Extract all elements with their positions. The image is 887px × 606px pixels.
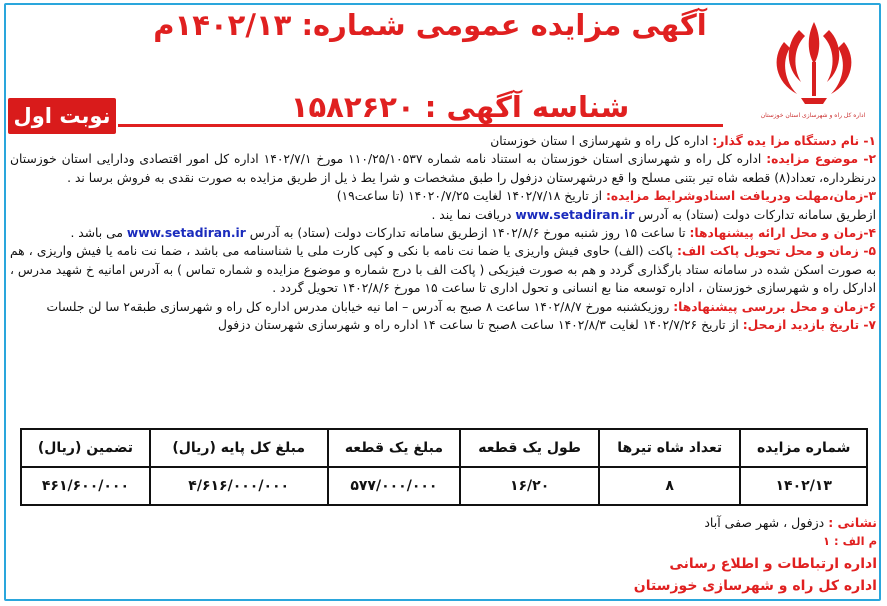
section-1-text: اداره کل راه و شهرسازی ا ستان خوزستان [490, 134, 713, 148]
section-4-label: ۴-زمان و محل ارائه پیشنهادها: [689, 226, 876, 241]
table-cell: ۴/۶۱۶/۰۰۰/۰۰۰ [150, 467, 328, 505]
section-1-label: ۱- نام دستگاه مزا یده گذار: [712, 134, 876, 148]
section-6-label: ۶-زمان و محل بررسی پیشنهادها: [673, 299, 876, 314]
table-header-cell: تعداد شاه تیرها [599, 429, 741, 467]
table-header-cell: مبلغ یک قطعه [328, 429, 461, 467]
address-label: نشانی : [828, 515, 877, 530]
logo-caption: اداره کل راه و شهرسازی استان خوزستان [760, 112, 866, 119]
address-text: دزفول ، شهر صفی آباد [704, 515, 829, 530]
section-4-text2: می باشد . [70, 226, 127, 241]
section-1 [10, 132, 876, 150]
section-3-text2b: دریافت نما یند . [431, 207, 516, 222]
section-2-label: ۲- موضوع مزایده: [766, 152, 877, 167]
signature-line-2: اداره کل راه و شهرسازی خوزستان [633, 578, 877, 594]
table-header-cell: شماره مزایده [740, 429, 867, 467]
section-3-text2a: ازطریق سامانه تدارکات دولت (ستاد) به آدرس [634, 207, 876, 222]
section-7 [10, 316, 876, 334]
section-2-text: اداره کل راه و شهرسازی استان خوزستان به استناد نامه شماره ۱۱۰/۲۵/۱۰۵۳۷ مورخ ۱۴۰۲/۷/۱ اداره کل امور اقتصادی ودارایی استان خوزستان درنظرداره، تعداد(۸) قطعه شاه تیر بتنی مسلح وا قع درشهرستان دزفول را طبق مشخصات و شرا یط ذ یل از طریق مزایده به صورت نقدی به فروش برسا ند . [10, 152, 876, 185]
section-6 [10, 298, 876, 316]
table-header-cell: طول یک قطعه [460, 429, 599, 467]
table-cell: ۵۷۷/۰۰۰/۰۰۰ [328, 467, 461, 505]
ad-id-underline [118, 124, 723, 127]
publish-code: م الف : ۱ [822, 534, 877, 548]
table-header-cell: تضمین (ریال) [21, 429, 150, 467]
table-cell: ۴۶۱/۶۰۰/۰۰۰ [21, 467, 150, 505]
notice-body [10, 132, 876, 334]
table-row [21, 467, 867, 505]
section-5-label: ۵- زمان و محل تحویل پاکت الف: [676, 244, 876, 259]
section-3 [10, 187, 876, 205]
address [704, 515, 877, 530]
section-7-label: ۷- تاریخ بازدید ازمحل: [742, 318, 876, 333]
setad-link-2[interactable]: www.setadiran.ir [126, 226, 246, 241]
section-2 [10, 150, 876, 187]
section-3-text: از تاریخ ۱۴۰۲/۷/۱۸ لغایت ۱۴۰۲۰/۷/۲۵ (تا ساعت۱۹) [336, 189, 606, 204]
iran-emblem-icon [749, 12, 879, 112]
section-4 [10, 224, 876, 242]
page-title: آگهی مزایده عمومی شماره: ۱۴۰۲/۱۳م [153, 8, 707, 42]
section-3-cont [10, 206, 876, 224]
table-header-cell: مبلغ کل پایه (ریال) [150, 429, 328, 467]
section-4-text: تا ساعت ۱۵ روز شنبه مورخ ۱۴۰۲/۸/۶ ازطریق سامانه تدارکات دولت (ستاد) به آدرس [245, 226, 690, 241]
table-cell: ۸ [599, 467, 741, 505]
ad-id: شناسه آگهی : ۱۵۸۲۶۲۰ [290, 90, 630, 124]
table-cell: ۱۶/۲۰ [460, 467, 599, 505]
section-3-label: ۳-زمان،مهلت ودریافت اسنادوشرایط مزایده: [605, 189, 876, 204]
signature-line-1: اداره ارتباطات و اطلاع رسانی [669, 556, 877, 572]
signature-block [634, 553, 877, 597]
section-5-text: پاکت (الف) حاوی فیش واریزی یا ضما نت نامه با نکی و کپی کارت ملی یا شناسنامه می باشد ، ضما نت نامه یا فیش واریزی ، هم به صورت اسکن شده در سامانه ستاد بارگذاری گردد و هم به صورت فیزیکی ( پاکت الف با درج شماره و موضوع مزایده و شماره تماس ) به آدرس امانیه خ شهید مدرس ، ادارکل راه و شهرسازی خوزستان ، اداره توسعه منا بع انسانی و تحول اداری تا ساعت ۱۵ مورخ ۱۴۰۲/۸/۶ تحویل گردد . [10, 244, 876, 296]
section-5 [10, 242, 876, 297]
turn-badge: نوبت اول [8, 98, 116, 134]
table-header-row [21, 429, 867, 467]
auction-table [20, 428, 868, 506]
table-cell: ۱۴۰۲/۱۳ [740, 467, 867, 505]
setad-link[interactable]: www.setadiran.ir [515, 207, 635, 222]
section-7-text: از تاریخ ۱۴۰۲/۷/۲۶ لغایت ۱۴۰۲/۸/۳ ساعت ۸صبح تا ساعت ۱۴ اداره راه و شهرسازی شهرستان دزفول [218, 318, 743, 333]
section-6-text: روزیکشنبه مورخ ۱۴۰۲/۸/۷ ساعت ۸ صبح به آدرس – اما نیه خیابان مدرس اداره کل راه و شهرسازی طبقه۲ سا لن جلسات [46, 299, 674, 314]
